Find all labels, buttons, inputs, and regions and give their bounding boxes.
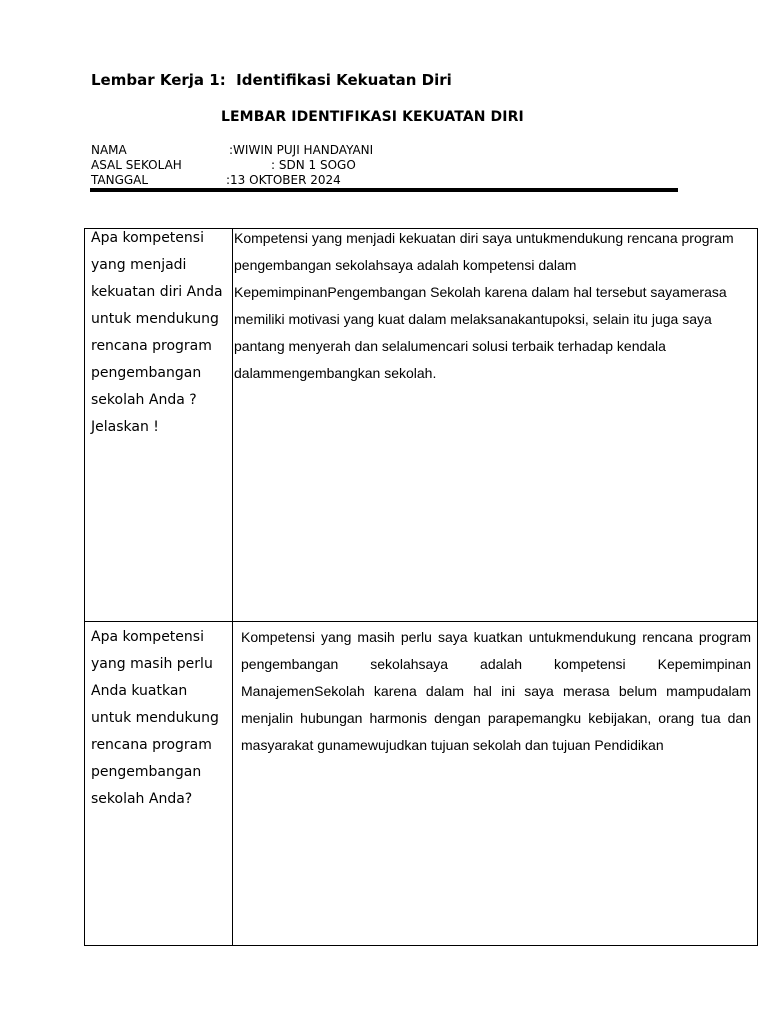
worksheet-heading: Lembar Kerja 1: Identifikasi Kekuatan Diri [91,71,452,89]
answer-cell-strength: Kompetensi yang menjadi kekuatan diri saya untukmendukung rencana program pengembangan sekolahsaya adalah kompetensi dalam KepemimpinanPengembangan Sekolah karena dalam hal tersebut sayamerasa memiliki motivasi yang kuat dalam melaksanakantupoksi, selain itu juga saya pantang menyerah dan selalumencari solusi terbaik terhadap kendala dalammengembangkan sekolah. [234,230,734,381]
school-value: : SDN 1 SOGO [271,158,356,172]
table-column-divider [232,229,233,945]
table-row-divider [85,621,757,622]
date-label: TANGGAL [91,173,149,187]
question-cell-improvement: Apa kompetensi yang masih perlu Anda kuatkan untuk mendukung rencana program pengembangan sekolah Anda? [91,629,219,807]
info-row-school [91,158,491,172]
header-divider [90,188,678,192]
answer-cell-improvement: Kompetensi yang masih perlu saya kuatkan untukmendukung rencana program pengembangan sekolahsaya adalah kompetensi Kepemimpinan ManajemenSekolah karena dalam hal ini saya merasa belum mampudalam menjalin hubungan harmonis dengan parapemangku kebijakan, orang tua dan masyarakat gunamewujudkan tujuan sekolah dan tujuan Pendidikan [241,629,751,753]
identification-table [84,228,758,946]
name-value: :WIWIN PUJI HANDAYANI [229,143,374,157]
info-row-date [91,173,491,187]
school-label: ASAL SEKOLAH [91,158,182,172]
date-value: :13 OKTOBER 2024 [226,173,341,187]
info-row-name [91,143,491,157]
question-cell-strength: Apa kompetensi yang menjadi kekuatan diri Anda untuk mendukung rencana program pengembangan sekolah Anda ? Jelaskan ! [91,230,223,435]
name-label: NAMA [91,143,127,157]
page-title: LEMBAR IDENTIFIKASI KEKUATAN DIRI [221,109,524,125]
